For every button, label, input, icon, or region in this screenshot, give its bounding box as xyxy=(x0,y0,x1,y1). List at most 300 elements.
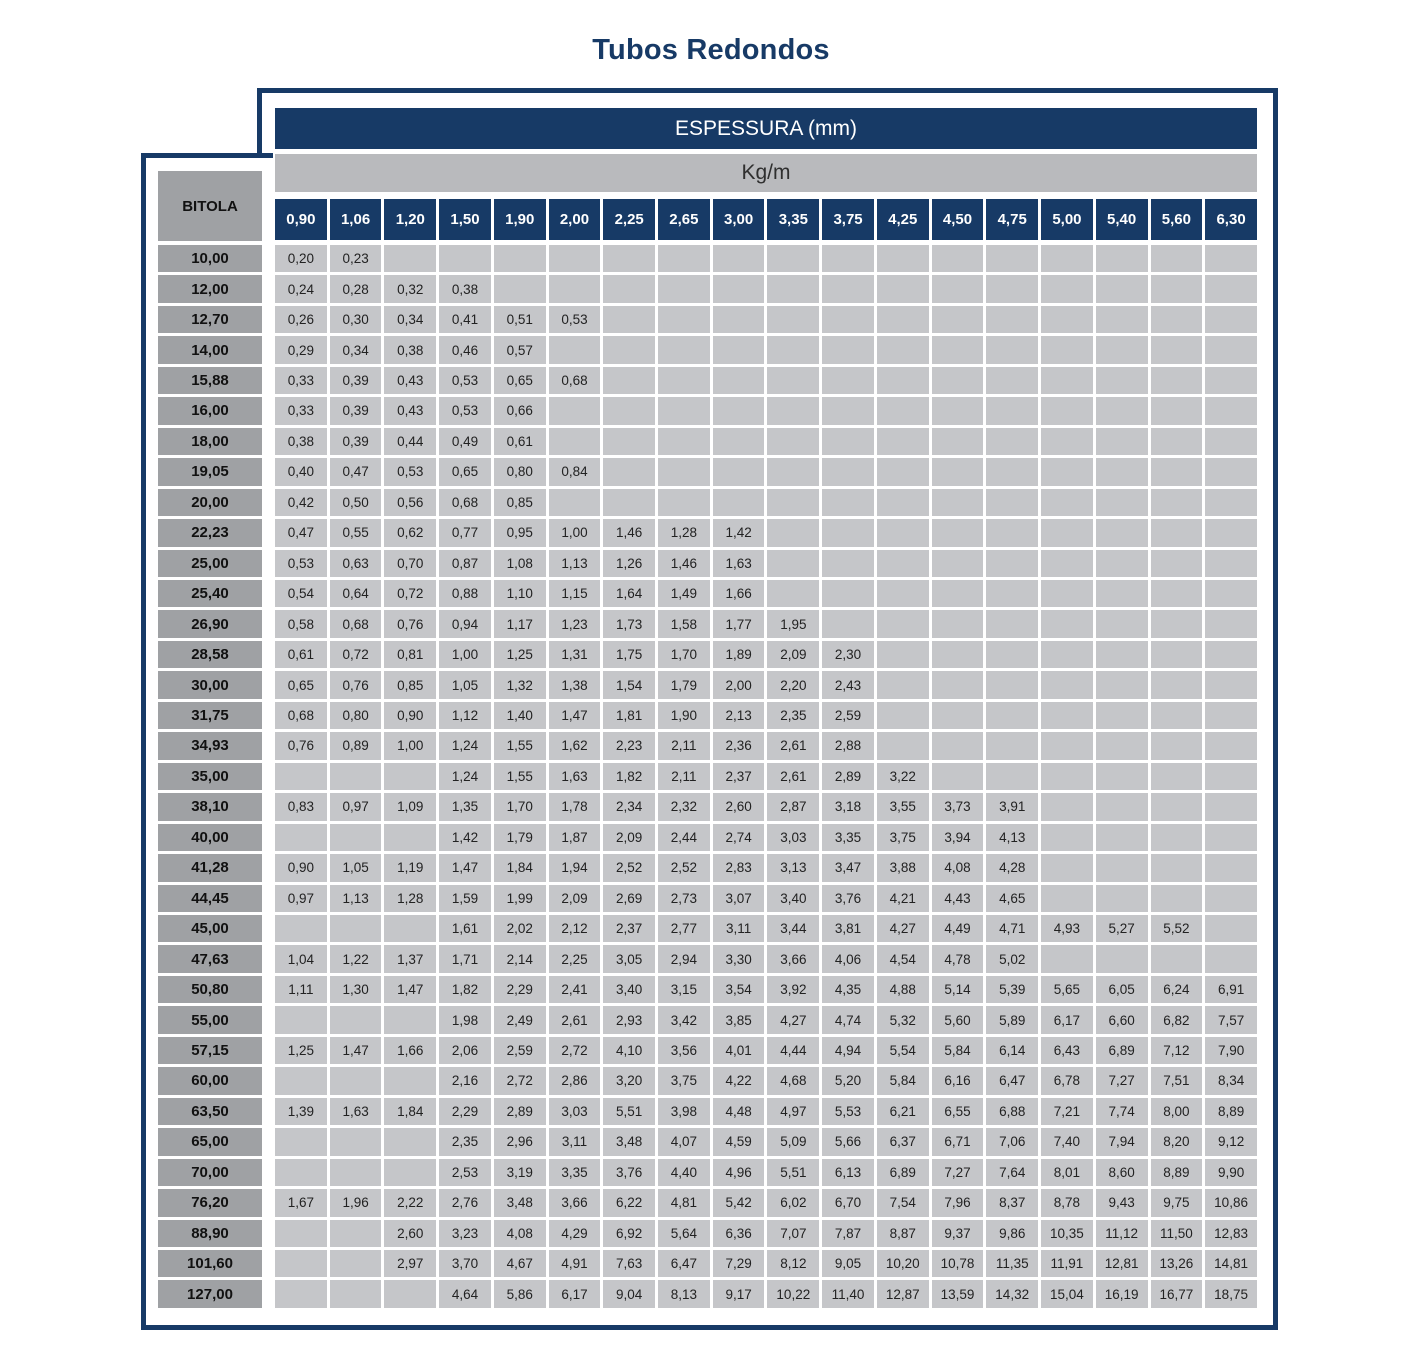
weight-cell: 0,72 xyxy=(384,580,436,607)
weight-cell: 7,87 xyxy=(822,1220,874,1247)
weight-cell xyxy=(1041,610,1093,637)
weight-cell xyxy=(1151,610,1203,637)
weight-cell xyxy=(767,306,819,333)
weight-cell xyxy=(877,397,929,424)
weight-cell: 3,48 xyxy=(494,1189,546,1216)
weight-cell: 6,37 xyxy=(877,1128,929,1155)
weight-cell xyxy=(330,1128,382,1155)
weight-cell: 0,42 xyxy=(275,489,327,516)
weight-cell: 0,38 xyxy=(384,336,436,363)
bitola-cell: 10,00 xyxy=(158,245,262,272)
weight-cell xyxy=(932,336,984,363)
weight-cell xyxy=(275,1280,327,1307)
weight-cell: 2,14 xyxy=(494,945,546,972)
weight-cell: 1,13 xyxy=(549,550,601,577)
weight-cell: 0,20 xyxy=(275,245,327,272)
weight-cell xyxy=(877,671,929,698)
weight-cell xyxy=(1151,306,1203,333)
weight-cell xyxy=(658,428,710,455)
weight-cell: 3,07 xyxy=(713,885,765,912)
weight-cell: 9,05 xyxy=(822,1250,874,1277)
weight-cell: 0,94 xyxy=(439,610,491,637)
weight-cell xyxy=(877,458,929,485)
weight-cell: 1,24 xyxy=(439,763,491,790)
weight-cell: 1,15 xyxy=(549,580,601,607)
weight-cell: 0,65 xyxy=(439,458,491,485)
table-row xyxy=(158,1280,1257,1307)
weight-cell xyxy=(1205,702,1257,729)
weight-cell: 0,76 xyxy=(384,610,436,637)
weight-cell xyxy=(767,336,819,363)
weight-cell: 1,77 xyxy=(713,610,765,637)
weight-cell: 4,06 xyxy=(822,945,874,972)
weight-cell: 4,54 xyxy=(877,945,929,972)
weight-cell xyxy=(1205,245,1257,272)
weight-cell: 1,42 xyxy=(439,824,491,851)
bitola-cell: 12,70 xyxy=(158,306,262,333)
weight-cell xyxy=(1096,824,1148,851)
weight-cell: 3,88 xyxy=(877,854,929,881)
weight-cell: 7,63 xyxy=(603,1250,655,1277)
weight-cell xyxy=(877,489,929,516)
weight-cell: 1,95 xyxy=(767,610,819,637)
weight-cell: 3,22 xyxy=(877,763,929,790)
weight-cell: 8,89 xyxy=(1205,1098,1257,1125)
weight-cell xyxy=(877,306,929,333)
weight-cell: 6,21 xyxy=(877,1098,929,1125)
weight-cell: 2,29 xyxy=(439,1098,491,1125)
bitola-cell: 19,05 xyxy=(158,458,262,485)
bitola-cell: 25,00 xyxy=(158,550,262,577)
bitola-cell: 30,00 xyxy=(158,671,262,698)
weight-cell xyxy=(932,367,984,394)
table-row xyxy=(158,1250,1257,1277)
weight-cell: 0,80 xyxy=(494,458,546,485)
weight-cell xyxy=(877,580,929,607)
weight-cell xyxy=(658,336,710,363)
weight-cell: 3,54 xyxy=(713,976,765,1003)
weight-cell: 2,32 xyxy=(658,793,710,820)
table-row xyxy=(158,580,1257,607)
weight-cell xyxy=(1041,885,1093,912)
weight-cell: 2,97 xyxy=(384,1250,436,1277)
weight-cell xyxy=(603,367,655,394)
weight-cell: 3,75 xyxy=(658,1067,710,1094)
weight-cell: 0,47 xyxy=(275,519,327,546)
weight-cell xyxy=(1151,702,1203,729)
weight-cell: 0,54 xyxy=(275,580,327,607)
weight-cell xyxy=(549,397,601,424)
weight-cell xyxy=(932,245,984,272)
weight-cell: 6,13 xyxy=(822,1159,874,1186)
thickness-header-cell: 2,00 xyxy=(549,199,601,240)
weight-cell xyxy=(603,428,655,455)
weight-cell: 0,63 xyxy=(330,550,382,577)
weight-cell xyxy=(603,245,655,272)
weight-cell: 14,81 xyxy=(1205,1250,1257,1277)
weight-cell: 3,13 xyxy=(767,854,819,881)
bitola-cell: 44,45 xyxy=(158,885,262,912)
weight-cell: 0,90 xyxy=(275,854,327,881)
weight-cell: 0,61 xyxy=(275,641,327,668)
weight-cell xyxy=(1096,397,1148,424)
weight-cell: 3,19 xyxy=(494,1159,546,1186)
weight-cell xyxy=(767,397,819,424)
weight-cell: 2,89 xyxy=(822,763,874,790)
weight-cell: 10,86 xyxy=(1205,1189,1257,1216)
weight-cell xyxy=(877,245,929,272)
weight-cell: 2,52 xyxy=(603,854,655,881)
weight-cell xyxy=(1151,245,1203,272)
table-row xyxy=(158,885,1257,912)
weight-cell: 2,86 xyxy=(549,1067,601,1094)
weight-cell: 2,02 xyxy=(494,915,546,942)
weight-cell xyxy=(986,367,1038,394)
weight-cell: 4,81 xyxy=(658,1189,710,1216)
weight-cell: 1,25 xyxy=(494,641,546,668)
weight-cell xyxy=(658,306,710,333)
weight-cell: 2,53 xyxy=(439,1159,491,1186)
weight-cell: 1,62 xyxy=(549,732,601,759)
thickness-header-cell: 4,50 xyxy=(932,199,984,240)
weight-cell xyxy=(1041,702,1093,729)
weight-cell: 1,32 xyxy=(494,671,546,698)
weight-cell: 2,37 xyxy=(603,915,655,942)
weight-cell xyxy=(275,763,327,790)
weight-cell xyxy=(384,1280,436,1307)
table-row xyxy=(158,245,1257,272)
weight-cell xyxy=(986,489,1038,516)
weight-cell xyxy=(713,489,765,516)
weight-table xyxy=(158,245,1257,1308)
weight-cell: 4,01 xyxy=(713,1037,765,1064)
weight-cell xyxy=(877,550,929,577)
weight-cell: 2,29 xyxy=(494,976,546,1003)
weight-cell: 0,88 xyxy=(439,580,491,607)
weight-cell xyxy=(1205,671,1257,698)
weight-cell xyxy=(330,824,382,851)
weight-cell xyxy=(822,275,874,302)
weight-cell: 0,55 xyxy=(330,519,382,546)
weight-cell: 13,59 xyxy=(932,1280,984,1307)
weight-cell xyxy=(932,275,984,302)
weight-cell: 0,40 xyxy=(275,458,327,485)
weight-cell xyxy=(1096,854,1148,881)
table-row xyxy=(158,854,1257,881)
weight-cell xyxy=(713,275,765,302)
weight-cell: 4,13 xyxy=(986,824,1038,851)
weight-cell xyxy=(1041,793,1093,820)
weight-cell: 5,09 xyxy=(767,1128,819,1155)
weight-cell xyxy=(986,519,1038,546)
table-row xyxy=(158,702,1257,729)
weight-cell: 3,44 xyxy=(767,915,819,942)
weight-cell: 8,20 xyxy=(1151,1128,1203,1155)
weight-cell: 2,06 xyxy=(439,1037,491,1064)
weight-cell xyxy=(603,336,655,363)
weight-cell xyxy=(986,763,1038,790)
weight-cell: 0,97 xyxy=(330,793,382,820)
bitola-header: BITOLA xyxy=(158,171,262,241)
weight-cell: 11,91 xyxy=(1041,1250,1093,1277)
thickness-header-cell: 5,40 xyxy=(1096,199,1148,240)
weight-cell: 1,47 xyxy=(330,1037,382,1064)
weight-cell xyxy=(932,671,984,698)
weight-cell xyxy=(275,915,327,942)
weight-cell: 2,83 xyxy=(713,854,765,881)
table-row xyxy=(158,641,1257,668)
weight-cell xyxy=(1205,580,1257,607)
weight-cell: 0,89 xyxy=(330,732,382,759)
weight-cell: 0,53 xyxy=(275,550,327,577)
bitola-cell: 63,50 xyxy=(158,1098,262,1125)
weight-cell xyxy=(330,763,382,790)
weight-cell: 6,14 xyxy=(986,1037,1038,1064)
bitola-cell: 28,58 xyxy=(158,641,262,668)
weight-cell xyxy=(1096,245,1148,272)
bitola-cell: 31,75 xyxy=(158,702,262,729)
weight-cell: 4,59 xyxy=(713,1128,765,1155)
weight-cell: 5,02 xyxy=(986,945,1038,972)
weight-cell xyxy=(822,245,874,272)
thickness-header-cell: 3,35 xyxy=(767,199,819,240)
weight-cell: 1,46 xyxy=(658,550,710,577)
weight-cell: 9,12 xyxy=(1205,1128,1257,1155)
weight-cell: 0,26 xyxy=(275,306,327,333)
weight-cell xyxy=(877,275,929,302)
weight-cell: 1,66 xyxy=(713,580,765,607)
weight-cell xyxy=(822,550,874,577)
weight-cell xyxy=(384,824,436,851)
bitola-cell: 127,00 xyxy=(158,1280,262,1307)
weight-cell xyxy=(1151,885,1203,912)
weight-cell xyxy=(549,489,601,516)
weight-cell xyxy=(275,1067,327,1094)
bitola-cell: 20,00 xyxy=(158,489,262,516)
weight-cell: 1,75 xyxy=(603,641,655,668)
weight-cell: 11,50 xyxy=(1151,1220,1203,1247)
weight-cell xyxy=(1096,732,1148,759)
weight-cell xyxy=(658,458,710,485)
bitola-cell: 26,90 xyxy=(158,610,262,637)
bitola-cell: 12,00 xyxy=(158,275,262,302)
weight-cell xyxy=(1041,458,1093,485)
weight-cell: 6,47 xyxy=(658,1250,710,1277)
weight-cell: 1,58 xyxy=(658,610,710,637)
weight-cell: 5,54 xyxy=(877,1037,929,1064)
weight-cell: 2,41 xyxy=(549,976,601,1003)
bitola-cell: 88,90 xyxy=(158,1220,262,1247)
weight-cell: 1,19 xyxy=(384,854,436,881)
weight-cell: 3,30 xyxy=(713,945,765,972)
weight-cell: 3,23 xyxy=(439,1220,491,1247)
weight-cell xyxy=(603,397,655,424)
table-row xyxy=(158,519,1257,546)
weight-cell: 5,89 xyxy=(986,1006,1038,1033)
weight-cell: 2,12 xyxy=(549,915,601,942)
weight-cell xyxy=(384,245,436,272)
weight-cell: 10,20 xyxy=(877,1250,929,1277)
weight-cell: 3,11 xyxy=(549,1128,601,1155)
weight-cell: 1,35 xyxy=(439,793,491,820)
weight-cell: 6,16 xyxy=(932,1067,984,1094)
weight-cell xyxy=(822,367,874,394)
weight-cell xyxy=(986,641,1038,668)
weight-cell xyxy=(877,641,929,668)
weight-cell: 2,89 xyxy=(494,1098,546,1125)
weight-cell: 0,61 xyxy=(494,428,546,455)
weight-cell: 16,19 xyxy=(1096,1280,1148,1307)
weight-cell: 1,54 xyxy=(603,671,655,698)
weight-cell xyxy=(932,397,984,424)
weight-cell xyxy=(767,580,819,607)
weight-cell: 7,74 xyxy=(1096,1098,1148,1125)
weight-cell xyxy=(330,1006,382,1033)
bitola-cell: 65,00 xyxy=(158,1128,262,1155)
bitola-cell: 16,00 xyxy=(158,397,262,424)
weight-cell: 9,37 xyxy=(932,1220,984,1247)
weight-cell: 5,32 xyxy=(877,1006,929,1033)
weight-cell: 4,27 xyxy=(877,915,929,942)
weight-cell: 0,47 xyxy=(330,458,382,485)
weight-cell: 0,66 xyxy=(494,397,546,424)
weight-cell: 3,92 xyxy=(767,976,819,1003)
weight-cell xyxy=(877,702,929,729)
weight-cell: 3,66 xyxy=(767,945,819,972)
weight-cell: 2,76 xyxy=(439,1189,491,1216)
weight-cell: 0,70 xyxy=(384,550,436,577)
weight-cell: 0,41 xyxy=(439,306,491,333)
weight-cell: 1,25 xyxy=(275,1037,327,1064)
weight-cell: 1,81 xyxy=(603,702,655,729)
weight-cell xyxy=(1096,489,1148,516)
weight-cell xyxy=(1205,945,1257,972)
weight-cell: 2,30 xyxy=(822,641,874,668)
weight-cell xyxy=(822,458,874,485)
weight-cell: 6,60 xyxy=(1096,1006,1148,1033)
thickness-header-cell: 1,20 xyxy=(384,199,436,240)
weight-cell: 0,38 xyxy=(439,275,491,302)
weight-cell: 4,43 xyxy=(932,885,984,912)
weight-cell xyxy=(713,306,765,333)
weight-cell: 5,84 xyxy=(877,1067,929,1094)
weight-cell: 7,07 xyxy=(767,1220,819,1247)
weight-cell: 2,35 xyxy=(439,1128,491,1155)
weight-cell: 3,48 xyxy=(603,1128,655,1155)
weight-cell: 1,00 xyxy=(384,732,436,759)
weight-cell: 0,68 xyxy=(549,367,601,394)
weight-cell: 7,54 xyxy=(877,1189,929,1216)
weight-cell: 2,72 xyxy=(494,1067,546,1094)
weight-cell: 8,87 xyxy=(877,1220,929,1247)
weight-cell xyxy=(275,824,327,851)
thickness-header-cell: 6,30 xyxy=(1205,199,1257,240)
weight-cell xyxy=(384,1159,436,1186)
weight-cell xyxy=(877,428,929,455)
weight-cell: 2,74 xyxy=(713,824,765,851)
weight-cell: 5,39 xyxy=(986,976,1038,1003)
weight-cell: 2,35 xyxy=(767,702,819,729)
weight-cell: 0,28 xyxy=(330,275,382,302)
weight-cell: 1,10 xyxy=(494,580,546,607)
espessura-header: ESPESSURA (mm) xyxy=(275,108,1257,149)
thickness-header-cell: 1,06 xyxy=(330,199,382,240)
weight-cell xyxy=(1151,824,1203,851)
weight-cell: 3,85 xyxy=(713,1006,765,1033)
weight-cell: 3,15 xyxy=(658,976,710,1003)
weight-cell: 1,17 xyxy=(494,610,546,637)
weight-cell: 13,26 xyxy=(1151,1250,1203,1277)
weight-cell: 1,12 xyxy=(439,702,491,729)
weight-cell: 4,49 xyxy=(932,915,984,942)
weight-cell: 2,69 xyxy=(603,885,655,912)
weight-cell xyxy=(986,306,1038,333)
weight-cell: 6,24 xyxy=(1151,976,1203,1003)
bitola-cell: 57,15 xyxy=(158,1037,262,1064)
weight-cell: 8,78 xyxy=(1041,1189,1093,1216)
weight-cell xyxy=(822,336,874,363)
weight-cell: 1,30 xyxy=(330,976,382,1003)
weight-cell: 10,78 xyxy=(932,1250,984,1277)
weight-cell: 1,46 xyxy=(603,519,655,546)
weight-cell: 5,53 xyxy=(822,1098,874,1125)
weight-cell: 1,87 xyxy=(549,824,601,851)
weight-cell: 18,75 xyxy=(1205,1280,1257,1307)
weight-cell: 1,99 xyxy=(494,885,546,912)
weight-cell: 1,55 xyxy=(494,732,546,759)
weight-cell: 1,04 xyxy=(275,945,327,972)
thickness-header-cell: 3,75 xyxy=(822,199,874,240)
weight-cell: 2,16 xyxy=(439,1067,491,1094)
weight-cell: 3,55 xyxy=(877,793,929,820)
weight-cell: 1,23 xyxy=(549,610,601,637)
weight-cell xyxy=(1096,428,1148,455)
table-row xyxy=(158,1067,1257,1094)
weight-cell: 0,53 xyxy=(439,397,491,424)
weight-cell: 4,67 xyxy=(494,1250,546,1277)
weight-cell xyxy=(986,397,1038,424)
weight-cell xyxy=(275,1220,327,1247)
weight-cell xyxy=(1205,428,1257,455)
weight-cell: 2,59 xyxy=(822,702,874,729)
weight-cell: 2,20 xyxy=(767,671,819,698)
weight-cell: 3,91 xyxy=(986,793,1038,820)
bitola-cell: 15,88 xyxy=(158,367,262,394)
thickness-header-row xyxy=(275,199,1257,240)
weight-cell: 6,82 xyxy=(1151,1006,1203,1033)
weight-cell: 7,27 xyxy=(1096,1067,1148,1094)
weight-cell: 1,90 xyxy=(658,702,710,729)
weight-cell: 1,67 xyxy=(275,1189,327,1216)
weight-cell: 0,95 xyxy=(494,519,546,546)
weight-cell xyxy=(1151,732,1203,759)
weight-cell xyxy=(549,245,601,272)
weight-cell xyxy=(1205,793,1257,820)
weight-cell xyxy=(986,550,1038,577)
weight-cell: 3,47 xyxy=(822,854,874,881)
weight-cell xyxy=(658,397,710,424)
weight-cell: 6,88 xyxy=(986,1098,1038,1125)
weight-cell: 4,29 xyxy=(549,1220,601,1247)
weight-cell xyxy=(384,915,436,942)
bitola-cell: 22,23 xyxy=(158,519,262,546)
bitola-cell: 25,40 xyxy=(158,580,262,607)
weight-cell xyxy=(603,458,655,485)
weight-cell xyxy=(1041,275,1093,302)
weight-cell xyxy=(932,702,984,729)
weight-cell: 4,71 xyxy=(986,915,1038,942)
table-row xyxy=(158,336,1257,363)
